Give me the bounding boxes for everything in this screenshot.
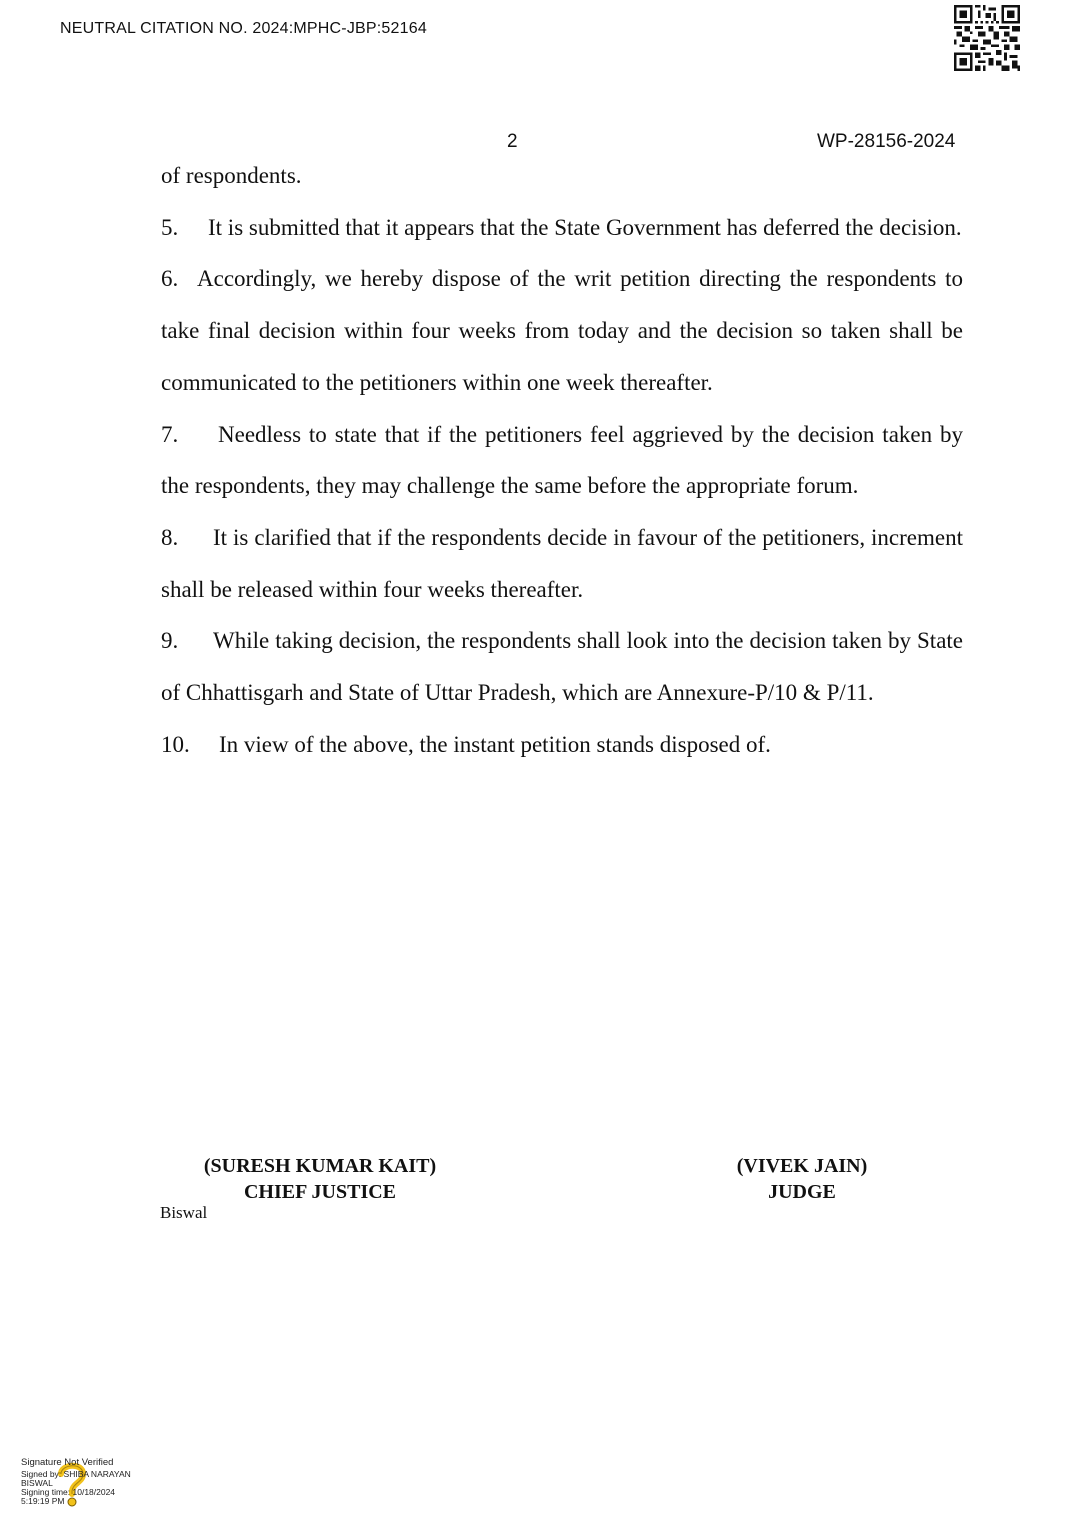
paragraph-9 — [161, 615, 963, 718]
signature-status: Signature Not Verified — [21, 1457, 114, 1468]
digital-signature-text — [21, 1458, 131, 1506]
paragraph-10 — [161, 719, 963, 771]
paragraph-text: It is submitted that it appears that the State Government has deferred the decision. — [208, 214, 962, 240]
neutral-citation: NEUTRAL CITATION NO. 2024:MPHC-JBP:52164 — [60, 20, 427, 37]
signed-by: Signed by: SHIBA NARAYAN — [21, 1469, 131, 1479]
digital-signature-stamp — [21, 1458, 151, 1510]
paragraph-number: 7. — [161, 421, 179, 447]
paragraph-continued — [161, 150, 963, 202]
paragraph-text: Accordingly, we hereby dispose of the writ petition directing the respondents to take final decision within four weeks from today and the decision so taken shall be communicated to the petitioners within one week thereafter. — [161, 266, 963, 395]
stenographer-initials: Biswal — [160, 1203, 208, 1222]
paragraph-5 — [161, 202, 963, 254]
paragraph-number: 10. — [161, 731, 190, 757]
paragraph-text: It is clarified that if the respondents decide in favour of the petitioners, increment shall be released within four weeks thereafter. — [161, 524, 963, 602]
paragraph-8 — [161, 512, 963, 615]
order-body — [161, 150, 963, 770]
signed-by-cont: BISWAL — [21, 1478, 53, 1488]
signing-time-cont: 5:19:19 PM — [21, 1496, 65, 1506]
signature-judge — [702, 1153, 902, 1205]
judge-name: (SURESH KUMAR KAIT) — [203, 1155, 437, 1177]
paragraph-number: 5. — [161, 214, 179, 240]
judge-title: CHIEF JUSTICE — [243, 1181, 397, 1203]
page-number: 2 — [507, 131, 518, 152]
paragraph-number: 6. — [161, 266, 179, 292]
signing-time: Signing time: 10/18/2024 — [21, 1487, 116, 1497]
paragraph-7 — [161, 409, 963, 512]
paragraph-number: 9. — [161, 628, 179, 654]
case-number: WP-28156-2024 — [817, 131, 956, 152]
judge-name: (VIVEK JAIN) — [736, 1155, 868, 1177]
paragraph-text: While taking decision, the respondents shall look into the decision taken by State of Chhattisgarh and State of Uttar Pradesh, which are Annexure-P/10 & P/11. — [161, 628, 963, 706]
paragraph-text: of respondents. — [161, 163, 302, 188]
paragraph-6 — [161, 253, 963, 408]
paragraph-text: Needless to state that if the petitioners feel aggrieved by the decision taken by the respondents, they may challenge the same before the appropriate forum. — [161, 421, 963, 499]
paragraph-number: 8. — [161, 524, 179, 550]
qr-code-icon — [953, 5, 1021, 71]
signature-chief-justice — [160, 1153, 480, 1205]
judge-title: JUDGE — [768, 1181, 836, 1203]
paragraph-text: In view of the above, the instant petition stands disposed of. — [219, 731, 771, 757]
